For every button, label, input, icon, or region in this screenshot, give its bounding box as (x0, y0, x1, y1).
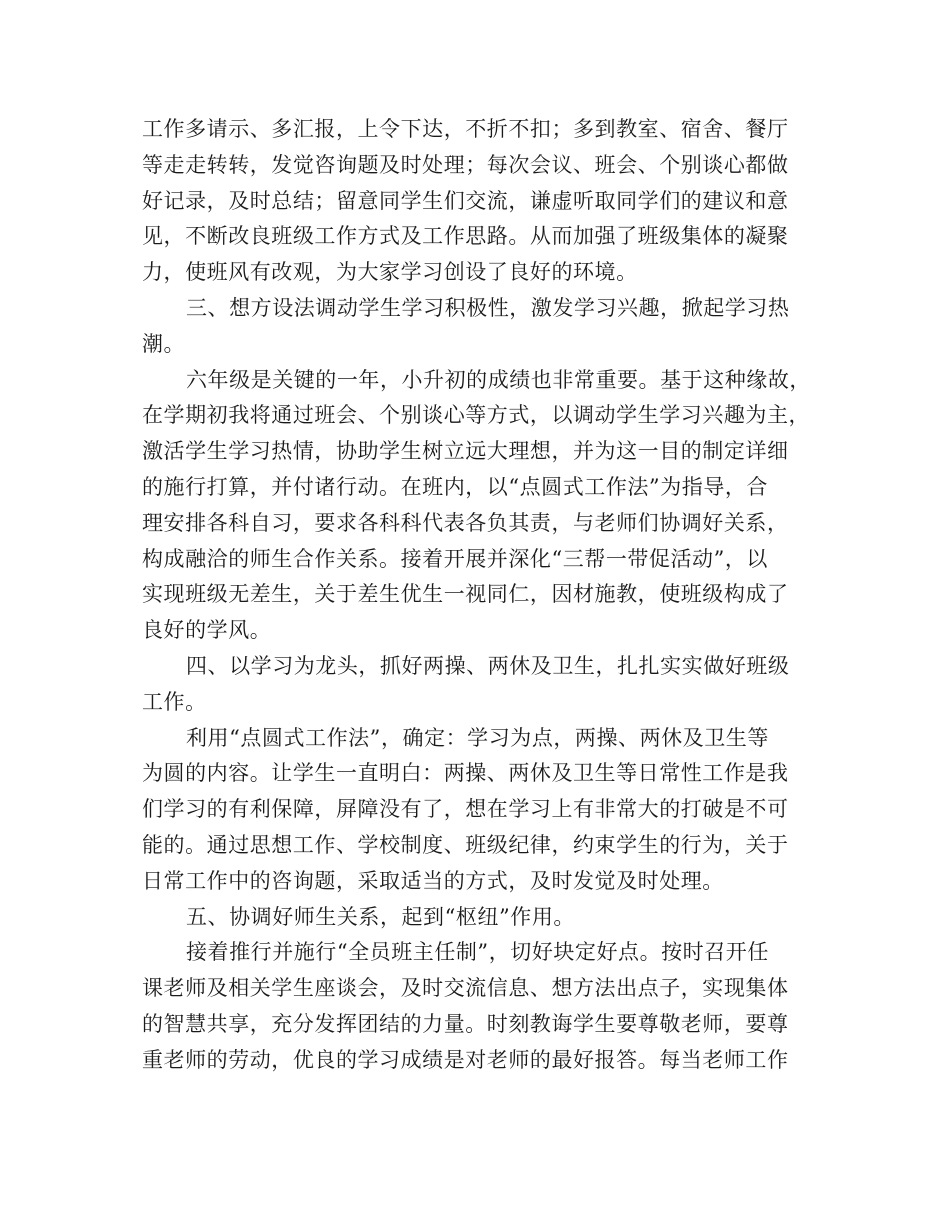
text-line: 好记录，及时总结；留意同学生们交流，谦虚听取同学们的建议和意 (142, 188, 789, 213)
text-line: 接着推行并施行“全员班主任制”，切好块定好点。按时召开任 (186, 940, 769, 965)
section-heading-line: 工作。 (142, 689, 207, 714)
text-line: 见，不断改良班级工作方式及工作思路。从而加强了班级集体的凝聚 (142, 224, 789, 249)
text-line: 为圆的内容。让学生一直明白：两操、两休及卫生等日常性工作是我 (142, 761, 789, 786)
text-line: 实现班级无差生，关于差生优生一视同仁，因材施教，使班级构成了 (142, 582, 789, 607)
text-line: 等走走转转，发觉咨询题及时处理；每次会议、班会、个别谈心都做 (142, 152, 789, 177)
text-line: 的智慧共享，充分发挥团结的力量。时刻教诲学生要尊敬老师，要尊 (142, 1011, 789, 1036)
text-line: 重老师的劳动，优良的学习成绩是对老师的最好报答。每当老师工作 (142, 1047, 789, 1072)
section-heading-line: 五、协调好师生关系，起到“枢纽”作用。 (186, 904, 575, 929)
text-line: 能的。通过思想工作、学校制度、班级纪律，约束学生的行为，关于 (142, 832, 789, 857)
section-heading-line: 三、想方设法调动学生学习积极性，激发学习兴趣，掀起学习热 (186, 295, 790, 320)
text-line: 利用“点圆式工作法”，确定：学习为点，两操、两休及卫生等 (186, 725, 769, 750)
text-line: 工作多请示、多汇报，上令下达，不折不扣；多到教室、宿舍、餐厅 (142, 117, 789, 141)
body-text (142, 112, 822, 1079)
text-line: 在学期初我将通过班会、个别谈心等方式，以调动学生学习兴趣为主， (142, 403, 811, 428)
text-line: 六年级是关键的一年，小升初的成绩也非常重要。基于这种缘故， (186, 367, 811, 392)
text-line: 激活学生学习热情，协助学生树立远大理想，并为这一目的制定详细 (142, 439, 789, 464)
text-line: 课老师及相关学生座谈会，及时交流信息、想方法出点子，实现集体 (142, 976, 789, 1001)
text-line: 日常工作中的咨询题，采取适当的方式，及时发觉及时处理。 (142, 868, 724, 893)
text-line: 良好的学风。 (142, 618, 272, 643)
text-line: 构成融洽的师生合作关系。接着开展并深化“三帮一带促活动”，以 (142, 546, 768, 571)
text-line: 的施行打算，并付诸行动。在班内，以“点圆式工作法”为指导，合 (142, 474, 768, 499)
text-line: 们学习的有利保障，屏障没有了，想在学习上有非常大的打破是不可 (142, 797, 789, 822)
section-heading-line: 潮。 (142, 331, 186, 356)
text-line: 力，使班风有改观，为大家学习创设了良好的环境。 (142, 260, 638, 285)
text-line: 理安排各科自习，要求各科科代表各负其责，与老师们协调好关系， (142, 510, 789, 535)
section-heading-line: 四、以学习为龙头，抓好两操、两休及卫生，扎扎实实做好班级 (186, 653, 790, 678)
